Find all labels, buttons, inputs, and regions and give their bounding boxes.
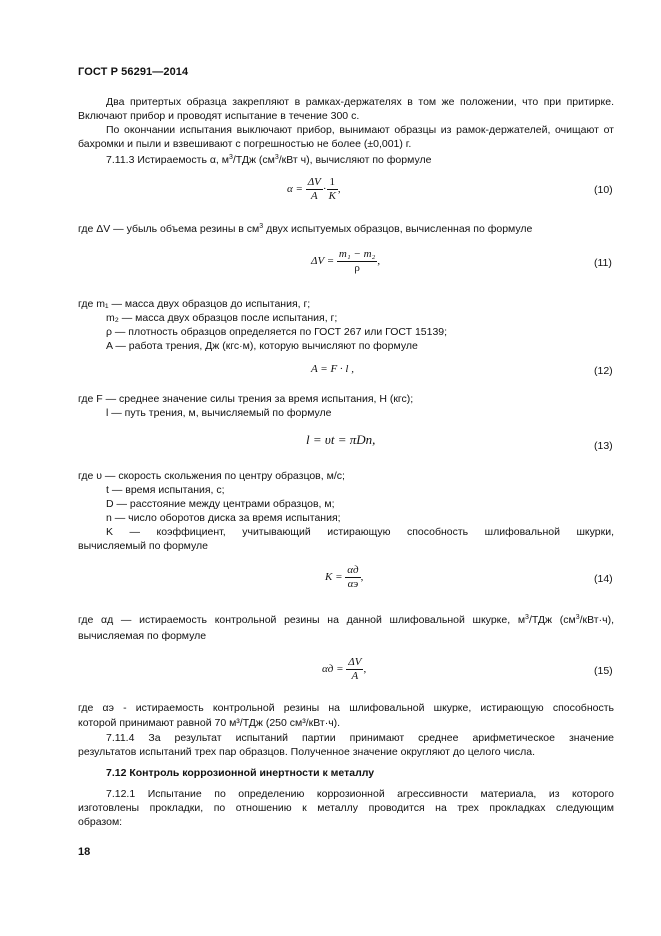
paragraph-7-11-4-cont: результатов испытаний трех пар образцов. Полученное значение округляют до целого числа. (78, 746, 536, 758)
definition-d: D — расстояние между центрами образцов, м; (106, 498, 335, 510)
definition-v: где υ — скорость скольжения по центру образцов, м/с; (78, 470, 345, 482)
formula-14: K = $\frac{\alpha д}{\alpha э}$ , (325, 564, 364, 590)
equation-number-15: (15) (594, 665, 613, 677)
equation-number-10: (10) (594, 184, 613, 196)
document-header: ГОСТ Р 56291—2014 (78, 66, 189, 78)
equation-number-13: (13) (594, 440, 613, 452)
equation-number-12: (12) (594, 365, 613, 377)
definition-m1: где m₁ — масса двух образцов до испытания, г; (78, 298, 311, 310)
definition-rho: ρ — плотность образцов определяется по ГОСТ 267 или ГОСТ 15139; (106, 326, 448, 338)
paragraph-7-12-1-cont: изготовлены прокладки, по отношению к металлу проводится на трех прокладках следующим (78, 802, 614, 814)
definition-a: A — работа трения, Дж (кгс·м), которую вычисляют по формуле (106, 340, 418, 352)
definition-n: n — число оборотов диска за время испытания; (106, 512, 341, 524)
formula-13: l = υt = πDn, (306, 432, 376, 447)
definition-m2: m₂ — масса двух образцов после испытания, г; (106, 312, 338, 324)
paragraph-intro: Два притертых образца закрепляют в рамках-держателях в том же положении, что при притирке. Включают прибор и проводят испытание в течение 300 с. (78, 96, 614, 122)
definition-l: l — путь трения, м, вычисляемый по формуле (106, 407, 332, 419)
page-number: 18 (78, 846, 91, 858)
equation-number-11: (11) (594, 257, 612, 269)
paragraph-7-11-4: 7.11.4 За результат испытаний партии принимают среднее арифметическое значение (106, 732, 614, 744)
formula-15: αд = $\frac{\Delta V}{A}$ , (322, 656, 367, 682)
definition-k-cont: вычисляемый по формуле (78, 540, 208, 552)
formula-12: A = F · l , (311, 363, 354, 375)
definition-delta-v: где ΔV — убыль объема резины в $см^3$ двух испытуемых образцов, вычисленная по формуле (78, 223, 533, 235)
definition-alpha-e-cont: которой принимают равной 70 м³/ТДж (250 см³/кВт·ч). (78, 717, 341, 729)
definition-f: где F — среднее значение силы трения за время испытания, Н (кгс); (78, 393, 414, 405)
formula-11: ΔV = $\frac{\text{m₁ − m₂}}{\rho}$ , (311, 248, 381, 274)
definition-alpha-d: где αд — истираемость контрольной резины на данной шлифовальной шкурке, $м^3$/ТДж $(см^3/кВт\cdot ч)$, (78, 614, 614, 626)
equation-number-14: (14) (594, 573, 613, 585)
paragraph-7-12-1: 7.12.1 Испытание по определению коррозионной агрессивности материала, из которого (106, 788, 614, 800)
paragraph-7-11-3: 7.11.3 Истираемость α, $м^3$/ТДж ($см^3$/кВт ч), вычисляют по формуле (106, 154, 432, 166)
definition-t: t — время испытания, с; (106, 484, 225, 496)
paragraph-end-of-test: По окончании испытания выключают прибор, вынимают образцы из рамок-держателей, очищают от бахромки и пыли и взвешивают с погрешностью не более (±0,001) г. (78, 124, 614, 150)
definition-alpha-e: где αэ - истираемость контрольной резины на шлифовальной шкурке, истирающую способность (78, 702, 614, 714)
definition-alpha-d-cont: вычисляемая по формуле (78, 630, 207, 642)
section-heading-7-12: 7.12 Контроль коррозионной инертности к металлу (106, 767, 375, 779)
paragraph-7-12-1-end: образом: (78, 816, 123, 828)
formula-10: α = $\frac{\Delta V}{A}$ · $\frac{1}{K}$ , (287, 176, 341, 202)
definition-k: K — коэффициент, учитывающий истирающую способность шлифовальной шкурки, (106, 526, 614, 538)
